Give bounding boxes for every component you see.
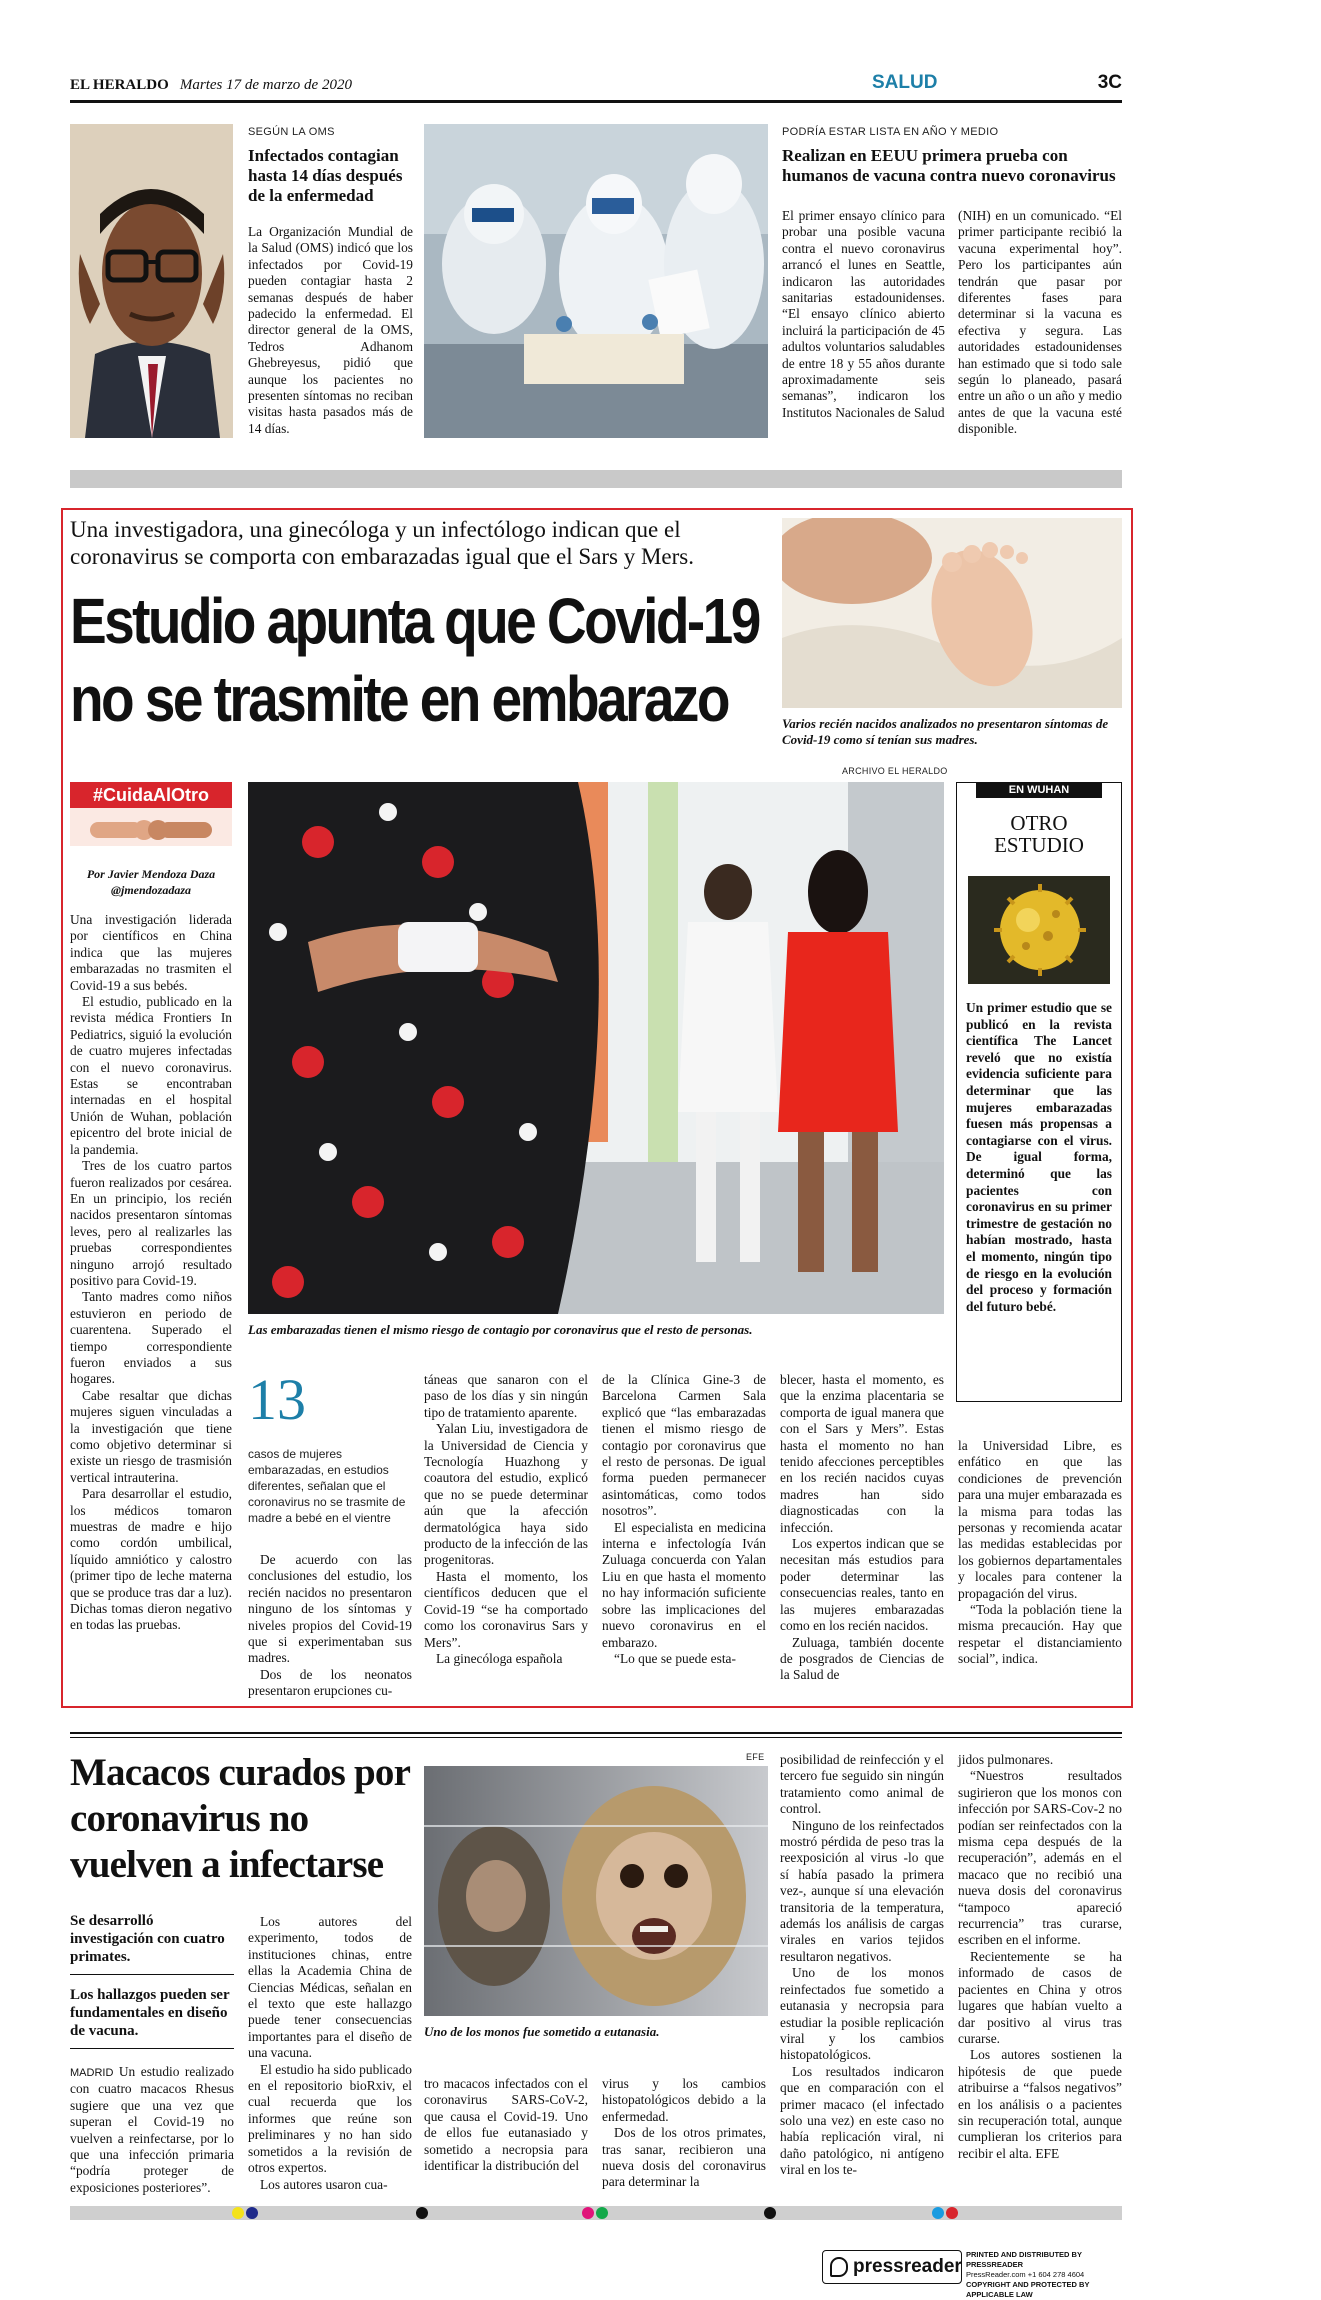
hashtag-badge — [70, 782, 232, 808]
main-headline — [70, 582, 759, 738]
main-photo-credit: ARCHIVO EL HERALDO — [842, 766, 948, 776]
issue-date: Martes 17 de marzo de 2020 — [179, 77, 352, 93]
section-name: SALUD — [872, 72, 938, 93]
baby-caption: Varios recién nacidos analizados no presentaron síntomas de Covid-19 como sí tenían sus madres. — [782, 716, 1109, 747]
baby-feet-photo — [782, 518, 1122, 708]
macacos-col-3 — [424, 2076, 588, 2174]
main-paragraph: “Toda la población tiene la misma precaución. Hay que respetar el distanciamiento social”, indica. — [958, 1602, 1122, 1667]
main-paragraph: El especialista en medicina interna e infectología Iván Zuluaga concuerda con Yalan Liu en que hasta el momento no hay información suficiente sobre las implicaciones del nuevo coronavirus en el embarazo. — [602, 1519, 766, 1650]
tedros-photo — [70, 124, 233, 438]
macacos-paragraph: Recientemente se ha informado de casos de pacientes en China y otros lugares que habían vuelto a dar positivo al virus tras curarse. — [958, 1948, 1122, 2046]
macacos-photo-caption: Uno de los monos fue sometido a eutanasia. — [424, 2024, 660, 2039]
macacos-paragraph — [70, 2064, 234, 2196]
sidebar-body: Un primer estudio que se publicó en la revista científica The Lancet reveló que no existía evidencia suficiente para determinar que las mujeres embarazadas fuesen más propensas a contagiarse con el virus. De igual forma, determinó que las pacientes con coronavirus en su primer trimestre de gestación no habían mostrado, hasta el momento, ningún tipo de riesgo en la evolución del proceso y formación del futuro bebé. — [966, 1000, 1112, 1314]
byline-name: Por Javier Mendoza Daza — [86, 867, 216, 881]
macaque-photo — [424, 1766, 768, 2016]
registration-bar — [70, 2206, 1122, 2220]
main-col-2 — [248, 1552, 412, 1700]
main-paragraph: Hasta el momento, los científicos deducen que el Covid-19 “se ha comportado como los coronavirus Sars y Mers”. — [424, 1568, 588, 1650]
macacos-lead: Un estudio realizado con cuatro macacos Rhesus sugiere que una vez que superan el Covid-19 no vuelven a reinfectarse, por lo que una infección primaria “podría proteger de exposiciones posteriores”. — [70, 2064, 234, 2195]
macacos-col-2 — [248, 1914, 412, 2193]
main-paragraph: Una investigación liderada por científicos en China indica que las mujeres embarazadas no trasmiten el Covid-19 a sus bebés. — [70, 912, 232, 993]
pressreader-logo — [822, 2250, 962, 2284]
macacos-col-4 — [602, 2076, 766, 2191]
vacuna-kicker: PODRÍA ESTAR LISTA EN AÑO Y MEDIO — [782, 126, 999, 138]
vacuna-paragraph: (NIH) en un comunicado. “El primer participante recibió la vacuna experimental hoy”. Pero los participantes aún tendrán que pasar por diferentes fases para determinar si la vacuna es efectiva y segura. Las autoridades estadounidenses han estimado que si todo sale según lo planeado, pasará entre un año o un año y medio antes de que la vacuna esté disponible. — [958, 208, 1122, 437]
macacos-col-6 — [958, 1752, 1122, 2162]
main-col-3 — [424, 1372, 588, 1667]
macacos-deck-2: Los hallazgos pueden ser fundamentales en diseño de vacuna. — [70, 1986, 234, 2049]
pressreader-line-1: PRINTED AND DISTRIBUTED BY PRESSREADER — [966, 2250, 1082, 2269]
sidebar-tag — [976, 782, 1102, 798]
section-bar — [70, 470, 1122, 488]
paper-name: EL HERALDO — [70, 77, 169, 93]
macacos-paragraph: Los autores sostienen la hipótesis de que puede atribuirse a “falsos negativos” en los análisis o a pacientes sin recuperación total, aunque cumplieran los criterios para recibir el alta. EFE — [958, 2047, 1122, 2161]
main-paragraph: Zuluaga, también docente de posgrados de Ciencias de la Salud de — [780, 1634, 944, 1683]
main-paragraph: táneas que sanaron con el paso de los días y sin ningún tipo de tratamiento aparente. — [424, 1372, 588, 1420]
sidebar-tag-text: EN WUHAN — [1008, 784, 1070, 796]
pressreader-brand: pressreader — [853, 2256, 962, 2277]
pressreader-line-3: COPYRIGHT AND PROTECTED BY APPLICABLE LAW — [966, 2280, 1090, 2299]
masthead-rule — [70, 100, 1122, 103]
macacos-paragraph: Los resultados indicaron que en comparación con el primer macaco (el infectado solo una vez) en este caso no había replicación viral, ni daño patológico, ni antígeno viral en los te- — [780, 2063, 944, 2178]
macacos-paragraph: Los autores usaron cua- — [260, 2176, 388, 2192]
main-paragraph: de la Clínica Gine-3 de Barcelona Carmen Sala explicó que “las embarazadas tienen el mismo riesgo de contagio por coronavirus que el resto de personas. De igual forma pueden permanecer asintomáticas, como todos nosotros”. — [602, 1372, 766, 1519]
main-paragraph: La ginecóloga española — [436, 1650, 563, 1666]
macacos-paragraph: virus y los cambios histopatológicos debido a la enfermedad. — [602, 2076, 766, 2124]
macacos-photo-credit: EFE — [746, 1752, 765, 1762]
main-deck: Una investigadora, una ginecóloga y un infectólogo indican que el coronavirus se comporta con embarazadas igual que el Sars y Mers. — [70, 517, 694, 569]
vacuna-col-2 — [958, 208, 1122, 438]
pressreader-icon — [830, 2257, 848, 2277]
macacos-paragraph: jidos pulmonares. — [958, 1752, 1054, 1767]
main-col-4 — [602, 1372, 766, 1667]
macacos-paragraph: Dos de los otros primates, tras sanar, recibieron una nueva dosis del coronavirus para determinar la — [602, 2125, 766, 2190]
main-paragraph: De acuerdo con las conclusiones del estudio, los recién nacidos no presentaron ninguno de los síntomas y niveles propios del Covid-19 que si experimentaban sus madres. — [248, 1552, 412, 1666]
byline — [70, 866, 232, 898]
lab-photo — [424, 124, 768, 438]
main-col-6 — [958, 1438, 1122, 1668]
oms-headline: Infectados contagian hasta 14 días después de la enfermedad — [248, 146, 403, 205]
macacos-paragraph: El estudio ha sido publicado en el repositorio bioRxiv, el cual recuerda que los informes que reúne son preliminares y no han sido sometidos a la revisión de otros expertos. — [248, 2061, 412, 2176]
byline-handle: @jmendozadaza — [111, 883, 191, 897]
macacos-paragraph: tro macacos infectados con el coronavirus SARS-CoV-2, que causa el Covid-19. Uno de ellos fue eutanasiado y sometido a necropsia para identificar la distribución del — [424, 2076, 588, 2174]
main-photo-caption: Las embarazadas tienen el mismo riesgo de contagio por coronavirus que el resto de personas. — [248, 1322, 753, 1337]
main-paragraph: Tanto madres como niños estuvieron en periodo de cuarentena. Superado el tiempo correspondiente fueron enviados a sus hogares. — [70, 1289, 232, 1387]
vacuna-col-1 — [782, 208, 945, 421]
macacos-dateline: MADRID — [70, 2067, 114, 2079]
macacos-col-5 — [780, 1752, 944, 2179]
hashtag-text: #CuidaAlOtro — [92, 785, 209, 805]
main-col-5 — [780, 1372, 944, 1684]
main-paragraph: Cabe resaltar que dichas mujeres siguen vinculadas a la investigación que tiene como objetivo determinar si existe un riesgo de trasmisión vertical intrauterina. — [70, 1387, 232, 1485]
macacos-headline: Macacos curados por coronavirus no vuelven a infectarse — [70, 1751, 410, 1886]
pressreader-legal — [966, 2250, 1122, 2300]
virus-illustration — [968, 876, 1110, 984]
macacos-col-1 — [70, 2064, 234, 2196]
oms-kicker: SEGÚN LA OMS — [248, 126, 335, 138]
pregnant-women-photo — [248, 782, 944, 1314]
vacuna-headline: Realizan en EEUU primera prueba con humanos de vacuna contra nuevo coronavirus — [782, 146, 1116, 185]
stat-text: casos de mujeres embarazadas, en estudios diferentes, señalan que el coronavirus no se trasmite de madre a bebé en el vientre — [248, 1447, 406, 1525]
main-paragraph: El estudio, publicado en la revista médica Frontiers In Pediatrics, siguió la evolución de cuatro mujeres infectadas con el nuevo coronavirus. Estas se encontraban internadas en el hospital Unión de Wuhan, población epicentro del brote inicial de la pandemia. — [70, 994, 232, 1157]
macacos-deck-1: Se desarrolló investigación con cuatro primates. — [70, 1912, 234, 1975]
oms-paragraph: La Organización Mundial de la Salud (OMS) indicó que los infectados por Covid-19 pueden contagiar hasta 2 semanas después de haber padecido la enfermedad. El director general de la OMS, Tedros Adhanom Ghebreyesus, pidió que aunque los pacientes no presenten síntomas no reciban visitas hasta pasados más de 14 días. — [248, 224, 413, 436]
oms-body — [248, 224, 413, 437]
stat-number: 13 — [248, 1367, 306, 1432]
main-headline-line-1: Estudio apunta que Covid-19 — [70, 585, 759, 657]
page-number: 3C — [1097, 72, 1122, 93]
main-col-1 — [70, 912, 232, 1634]
sidebar-title: OTRO ESTUDIO — [994, 811, 1084, 857]
macacos-top-rule-2 — [70, 1737, 1122, 1738]
pressreader-line-2: PressReader.com +1 604 278 4604 — [966, 2270, 1085, 2279]
masthead — [70, 74, 1122, 98]
macacos-paragraph: Ninguno de los reinfectados mostró pérdida de peso tras la reexposición al virus -lo que sí había pasado la primera vez-, aunque sí una elevación transitoria de la temperatura, además los análisis de cargas virales en varios tejidos resultaron negativos. — [780, 1817, 944, 1964]
vacuna-paragraph: El primer ensayo clínico para probar una posible vacuna contra el nuevo coronavirus arrancó el lunes en Seattle, indicaron las autoridades sanitarias estadounidenses. “El ensayo clínico abierto incluirá la participación de 45 adultos voluntarios saludables de entre 18 y 55 años durante aproximadamente seis semanas”, indicaron los Institutos Nacionales de Salud — [782, 208, 945, 420]
macacos-paragraph: “Nuestros resultados sugirieron que los monos con infección por SARS-Cov-2 no podían ser reinfectados con la misma cepa después de la recuperación”, además en el macaco que no recibió una nueva dosis del coronavirus “tampoco apareció recurrencia” tras curarse, escriben en el informe. — [958, 1768, 1122, 1948]
main-paragraph: Yalan Liu, investigadora de la Universidad de Ciencia y Tecnología Huazhong y coautora del estudio, explicó que no se puede determinar aún que la afección dermatológica haya sido producto de la infección de las progenitoras. — [424, 1421, 588, 1568]
main-paragraph: Los expertos indican que se necesitan más estudios para poder determinar las consecuencias reales, tanto en las mujeres embarazadas como en los recién nacidos. — [780, 1536, 944, 1634]
main-paragraph: “Lo que se puede esta- — [614, 1650, 736, 1666]
macacos-paragraph: posibilidad de reinfección y el tercero fue seguido sin ningún tratamiento como animal de control. — [780, 1752, 944, 1817]
fist-bump-illustration — [70, 808, 232, 846]
main-paragraph: Dos de los neonatos presentaron erupciones cu- — [248, 1666, 412, 1699]
main-paragraph: blecer, hasta el momento, es que la enzima placentaria se comporta de igual manera que con el Sars y Mers”. Estas hasta el momento no han tenido afecciones perceptibles en los recién nacidos cuyas madres han sido diagnosticadas con la infección. — [780, 1372, 944, 1535]
main-headline-line-2: no se trasmite en embarazo — [70, 663, 728, 735]
main-paragraph: la Universidad Libre, es enfático en que las condiciones de prevención para una mujer embarazada es la misma para todas las personas y recomienda acatar las medidas establecidas por los gobiernos departamentales y locales para contener la propagación del virus. — [958, 1438, 1122, 1601]
macacos-top-rule — [70, 1732, 1122, 1734]
main-paragraph: Para desarrollar el estudio, los médicos tomaron muestras de madre e hijo como cordón umbilical, líquido amniótico y calostro (primer tipo de leche materna que se produce tras dar a luz). Dichas tomas dieron negativo en todas las pruebas. — [70, 1486, 232, 1633]
main-paragraph: Tres de los cuatro partos fueron realizados por cesárea. En un principio, los recién nacidos presentaron síntomas leves, pero al realizarles las pruebas correspondientes ninguno arrojó resultado positivo para Covid-19. — [70, 1158, 232, 1288]
macacos-paragraph: Uno de los monos reinfectados fue sometido a eutanasia y necropsia para estudiar la posible replicación viral y los cambios histopatológicos. — [780, 1965, 944, 2063]
macacos-paragraph: Los autores del experimento, todos de instituciones chinas, entre ellas la Academia China de Ciencias Médicas, señalan en el texto que este hallazgo puede tener consecuencias importantes para el diseño de una vacuna. — [248, 1914, 412, 2061]
